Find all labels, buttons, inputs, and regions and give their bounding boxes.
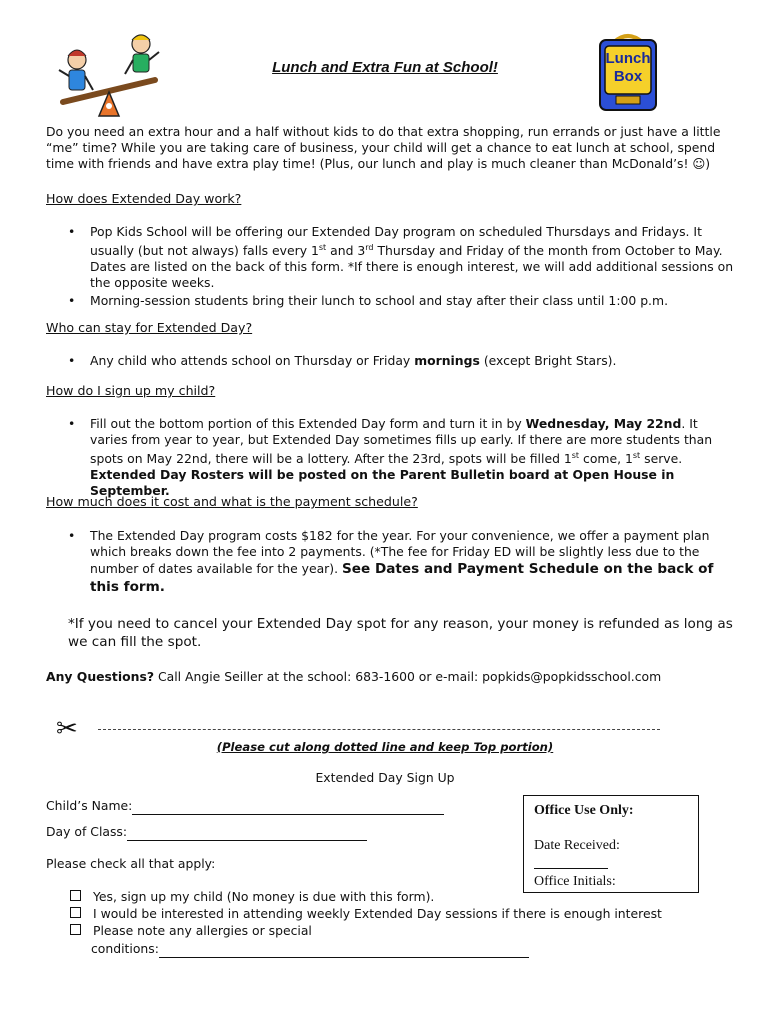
checkbox-signup[interactable] — [70, 890, 81, 901]
heading-signup: How do I sign up my child? — [46, 383, 216, 398]
page-title: Lunch and Extra Fun at School! — [272, 59, 498, 76]
cut-instruction: (Please cut along dotted line and keep Top portion) — [216, 740, 554, 754]
day-class-label: Day of Class: — [46, 824, 128, 839]
office-initials-label: Office Initials: — [534, 874, 616, 889]
questions-line: Any Questions? Call Angie Seiller at the school: 683-1600 or e-mail: popkids@popkidsschool.com — [46, 669, 662, 684]
office-use-box — [523, 795, 699, 893]
how-work-list — [46, 224, 736, 309]
lunchbox-word-2: Box — [613, 68, 643, 85]
checkbox-row-allergies: Please note any allergies or special — [70, 923, 312, 939]
heading-how-work: How does Extended Day work? — [46, 191, 242, 206]
checkbox-allergies[interactable] — [70, 924, 81, 935]
conditions-label: conditions: — [91, 941, 159, 956]
conditions-row — [91, 941, 529, 958]
list-item: • Fill out the bottom portion of this Extended Day form and turn it in by Wednesday, May 22nd. It varies from year to year, but Extended Day sometimes fills up early. If there are more students than spots on May 22nd, there will be a lottery. After the 23rd, spots will be filled 1st come, 1st serve. Extended Day Rosters will be posted on the Parent Bulletin board at Open House in September. — [46, 416, 736, 499]
scissors-icon: ✂ — [56, 714, 78, 744]
cut-dotted-line — [98, 729, 660, 730]
day-class-field[interactable] — [127, 824, 367, 841]
checkbox-row-signup: Yes, sign up my child (No money is due with this form). — [70, 889, 434, 905]
signup-list — [46, 416, 736, 499]
who-list — [46, 353, 736, 369]
list-item: • Pop Kids School will be offering our Extended Day program on scheduled Thursdays and Fridays. It usually (but not always) falls every 1st and 3rd Thursday and Friday of the month from October to May. Dates are listed on the back of this form. *If there is enough interest, we will add additional sessions on the opposite weeks. — [46, 224, 736, 291]
child-name-row — [46, 798, 444, 815]
signup-form-title: Extended Day Sign Up — [315, 770, 455, 785]
heading-cost: How much does it cost and what is the payment schedule? — [46, 494, 418, 509]
day-class-row — [46, 824, 367, 841]
child-name-label: Child’s Name: — [46, 798, 133, 813]
conditions-field[interactable] — [159, 941, 529, 958]
child-name-field[interactable] — [132, 798, 444, 815]
office-use-title: Office Use Only: — [534, 803, 634, 818]
checkbox-weekly[interactable] — [70, 907, 81, 918]
date-received-label: Date Received: — [534, 838, 620, 853]
heading-who: Who can stay for Extended Day? — [46, 320, 253, 335]
intro-paragraph: Do you need an extra hour and a half without kids to do that extra shopping, run errands or just have a little “me” time? While you are taking care of business, your child will get a chance to eat lunch at school, spend time with friends and have extra play time! (Plus, our lunch and play is much cleaner than McDonald’s! ☺) — [46, 124, 721, 171]
cost-list — [46, 528, 736, 596]
list-item: • The Extended Day program costs $182 for the year. For your convenience, we offer a payment plan which breaks down the fee into 2 payments. (*The fee for Friday ED will be slightly less due to the number of dates available for the year). See Dates and Payment Schedule on the back of this form. — [46, 528, 736, 596]
cancel-note: *If you need to cancel your Extended Day spot for any reason, your money is refunded as long as we can fill the spot. — [68, 616, 733, 650]
check-instruction: Please check all that apply: — [46, 856, 216, 871]
list-item: • Morning-session students bring their lunch to school and stay after their class until 1:00 p.m. — [46, 293, 736, 309]
lunchbox-word-1: Lunch — [605, 50, 651, 67]
date-received-line — [534, 868, 608, 869]
checkbox-row-weekly: I would be interested in attending weekly Extended Day sessions if there is enough interest — [70, 906, 662, 922]
list-item: • Any child who attends school on Thursday or Friday mornings (except Bright Stars). — [46, 353, 736, 369]
